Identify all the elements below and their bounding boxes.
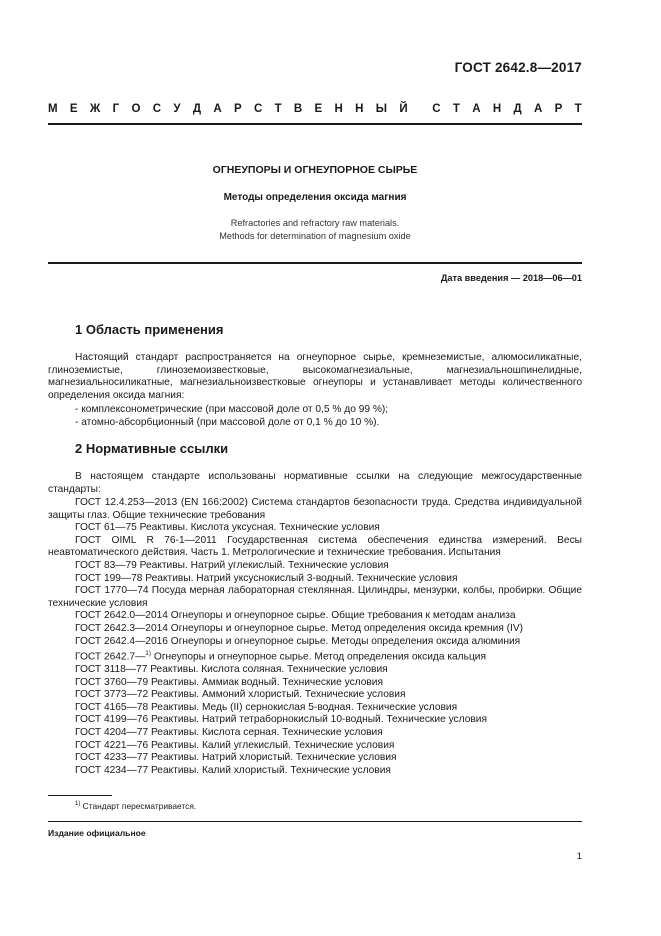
english-title-line-2: Methods for determination of magnesium oxide xyxy=(219,231,411,241)
banner-letter: Ж xyxy=(89,103,101,115)
banner-letter: Р xyxy=(233,103,242,115)
section-2-intro xyxy=(48,471,582,496)
english-title xyxy=(48,217,582,243)
reference-item: ГОСТ 4233—77 Реактивы. Натрий хлористый. Технические условия xyxy=(75,752,397,764)
banner-letter: Н xyxy=(334,103,343,115)
reference-code: ГОСТ 2642.7— xyxy=(75,651,146,663)
reference-item: ГОСТ 3773—72 Реактивы. Аммоний хлористый. Технические условия xyxy=(75,689,406,701)
reference-item: ГОСТ 1770—74 Посуда мерная лабораторная стеклянная. Цилиндры, мензурки, колбы, пробирки. Общие технические условия xyxy=(48,585,582,609)
banner-letter: С xyxy=(432,103,441,115)
footnote-text: Стандарт пересматривается. xyxy=(80,801,197,811)
banner-letter: Д xyxy=(513,103,522,115)
banner-letter: Д xyxy=(192,103,202,115)
banner-letter: Н xyxy=(492,103,502,115)
banner-letter: А xyxy=(472,103,481,115)
official-edition-label: Издание официальное xyxy=(48,828,146,838)
header-rule xyxy=(48,123,582,125)
method-bullet-1: - комплексонометрические (при массовой доле от 0,5 % до 99 %); xyxy=(75,404,389,415)
banner-letter: М xyxy=(48,103,58,115)
interstate-standard-banner xyxy=(48,103,582,115)
reference-item: ГОСТ 2642.0—2014 Огнеупоры и огнеупорное сырье. Общие требования к методам анализа xyxy=(75,610,516,622)
introduction-date: Дата введения — 2018—06—01 xyxy=(440,273,582,283)
reference-item: ГОСТ 83—79 Реактивы. Натрий углекислый. Технические условия xyxy=(75,559,389,571)
reference-item: ГОСТ 2642.3—2014 Огнеупоры и огнеупорное сырье. Метод определения оксида кремния (IV) xyxy=(75,622,524,634)
reference-item-with-footnote xyxy=(48,648,582,664)
banner-letter: Е xyxy=(314,103,323,115)
banner-letter: А xyxy=(533,103,543,115)
reference-item: ГОСТ 3760—79 Реактивы. Аммиак водный. Технические условия xyxy=(75,676,384,688)
standard-title: ОГНЕУПОРЫ И ОГНЕУПОРНОЕ СЫРЬЕ xyxy=(212,164,418,176)
banner-letter: Г xyxy=(112,103,120,115)
reference-item: ГОСТ 199—78 Реактивы. Натрий уксуснокислый 3-водный. Технические условия xyxy=(75,572,458,584)
english-title-line-1: Refractories and refractory raw materials. xyxy=(230,218,400,228)
banner-letter: Т xyxy=(452,103,460,115)
section-1-heading: 1 Область применения xyxy=(75,322,224,337)
banner-letter: С xyxy=(253,103,263,115)
banner-letter: Т xyxy=(274,103,282,115)
reference-item: ГОСТ OIML R 76-1—2011 Государственная система обеспечения единства измерений. Весы неавтоматического действия. Часть 1. Метрологические и технические требования. Испытания xyxy=(48,534,582,559)
reference-item: ГОСТ 4165—78 Реактивы. Медь (II) сернокислая 5-водная. Технические условия xyxy=(75,701,458,713)
banner-letter: А xyxy=(213,103,222,115)
reference-item: ГОСТ 4199—76 Реактивы. Натрий тетраборнокислый 10-водный. Технические условия xyxy=(75,714,487,726)
banner-letter: С xyxy=(152,103,162,115)
reference-item: ГОСТ 4204—77 Реактивы. Кислота серная. Технические условия xyxy=(75,727,383,739)
standard-subtitle: Методы определения оксида магния xyxy=(223,192,407,203)
banner-letter: О xyxy=(131,103,141,115)
reference-item: ГОСТ 12.4.253—2013 (EN 166:2002) Система стандартов безопасности труда. Средства индивидуальной защиты глаз. Общие технические требования xyxy=(48,497,582,521)
banner-letter: В xyxy=(293,103,303,115)
banner-letter: Т xyxy=(574,103,582,115)
banner-letter: Р xyxy=(554,103,563,115)
document-number: ГОСТ 2642.8—2017 xyxy=(454,60,582,75)
footnote-number: 1) xyxy=(75,801,81,808)
title-rule xyxy=(48,262,582,264)
banner-letter: Й xyxy=(399,103,408,115)
reference-title: Огнеупоры и огнеупорное сырье. Метод определения оксида кальция xyxy=(151,651,486,663)
reference-item: ГОСТ 2642.4—2016 Огнеупоры и огнеупорное сырье. Методы определения оксида алюминия xyxy=(75,635,521,647)
reference-item: ГОСТ 61—75 Реактивы. Кислота уксусная. Технические условия xyxy=(75,522,380,534)
reference-item: ГОСТ 3118—77 Реактивы. Кислота соляная. Технические условия xyxy=(75,664,388,676)
section-1-paragraph xyxy=(48,352,582,402)
section-2-heading: 2 Нормативные ссылки xyxy=(75,441,229,456)
banner-letter: Е xyxy=(69,103,78,115)
banner-letter: У xyxy=(173,103,181,115)
banner-letter: Ы xyxy=(375,103,388,115)
footnote-rule xyxy=(48,795,112,796)
reference-item: ГОСТ 4234—77 Реактивы. Калий хлористый. Технические условия xyxy=(75,764,391,776)
banner-letter: Н xyxy=(355,103,364,115)
edition-rule xyxy=(48,821,582,822)
reference-item: ГОСТ 4221—76 Реактивы. Калий углекислый. Технические условия xyxy=(75,739,395,751)
page-number: 1 xyxy=(576,851,582,862)
normative-references-list xyxy=(48,497,582,777)
section-1-text: Настоящий стандарт распространяется на огнеупорное сырье, кремнеземистые, алюмосиликатные, глиноземистые, глиноземоизвестковые, высокомагнезиальные, магнезиальношпинелидные, магнезиальносиликатные, магнезиальноизвестковые огнеупоры и устанавливает методы количественного определения оксида магния: xyxy=(48,352,582,401)
footnote xyxy=(75,801,196,811)
method-bullet-2: - атомно-абсорбционный (при массовой доле от 0,1 % до 10 %). xyxy=(75,417,380,428)
footnote-marker: 1) xyxy=(145,650,152,658)
section-2-intro-text: В настоящем стандарте использованы нормативные ссылки на следующие межгосударственные стандарты: xyxy=(48,471,582,495)
